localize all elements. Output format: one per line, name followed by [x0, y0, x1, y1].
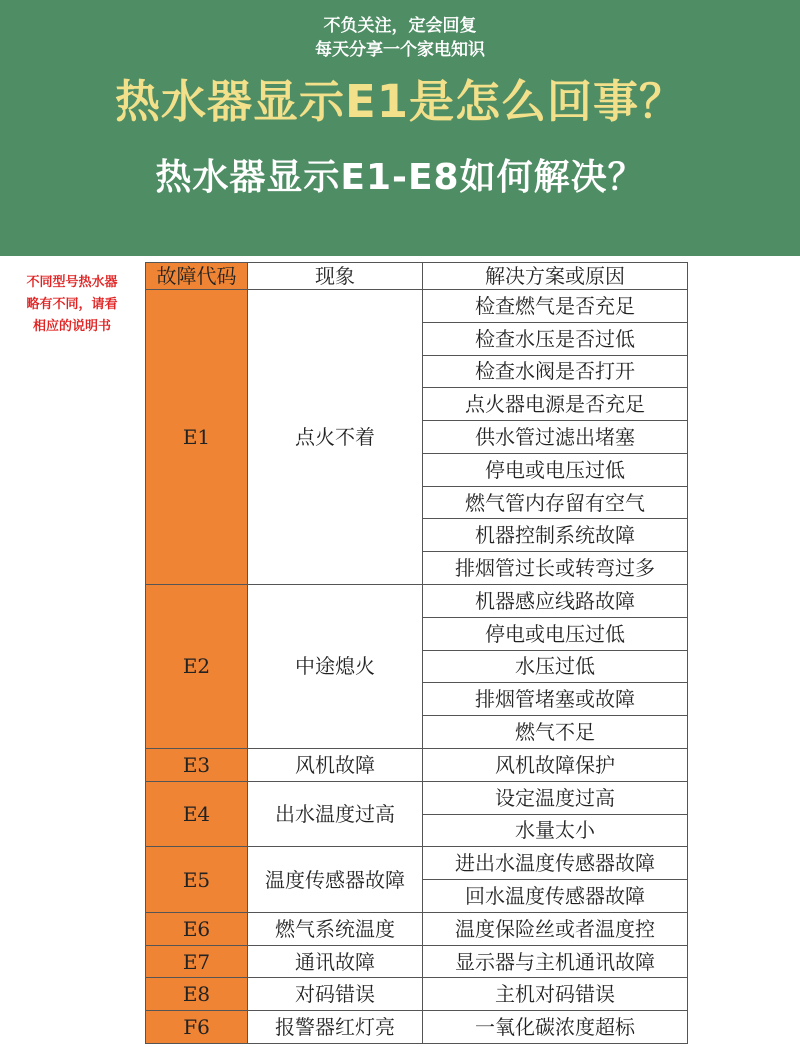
- solution-cell: 一氧化碳浓度超标: [423, 1011, 688, 1044]
- solution-cell: 点火器电源是否充足: [423, 388, 688, 421]
- fault-code-cell: E8: [146, 978, 248, 1011]
- table-row: [146, 290, 688, 323]
- solution-cell: 机器感应线路故障: [423, 585, 688, 618]
- solution-cell: 供水管过滤出堵塞: [423, 421, 688, 454]
- symptom-cell: 报警器红灯亮: [248, 1011, 423, 1044]
- fault-code-cell: E3: [146, 748, 248, 781]
- solution-cell: 检查水阀是否打开: [423, 355, 688, 388]
- header-banner: [0, 0, 800, 256]
- table-row: [146, 912, 688, 945]
- solution-cell: 排烟管过长或转弯过多: [423, 552, 688, 585]
- solution-cell: 检查燃气是否充足: [423, 290, 688, 323]
- symptom-cell: 点火不着: [248, 290, 423, 585]
- solution-cell: 检查水压是否过低: [423, 322, 688, 355]
- symptom-cell: 对码错误: [248, 978, 423, 1011]
- symptom-cell: 通讯故障: [248, 945, 423, 978]
- tagline-daily-tip: 每天分享一个家电知识: [315, 40, 485, 60]
- header-fault-code: 故障代码: [146, 263, 248, 290]
- solution-cell: 显示器与主机通讯故障: [423, 945, 688, 978]
- fault-code-cell: E4: [146, 781, 248, 847]
- solution-cell: 排烟管堵塞或故障: [423, 683, 688, 716]
- symptom-cell: 温度传感器故障: [248, 847, 423, 913]
- solution-cell: 停电或电压过低: [423, 453, 688, 486]
- fault-code-cell: F6: [146, 1011, 248, 1044]
- solution-cell: 风机故障保护: [423, 748, 688, 781]
- table-row: [146, 585, 688, 618]
- fault-code-cell: E5: [146, 847, 248, 913]
- symptom-cell: 中途熄火: [248, 585, 423, 749]
- tagline-follow: 不负关注，定会回复: [323, 16, 477, 36]
- fault-code-cell: E2: [146, 585, 248, 749]
- fault-code-cell: E6: [146, 912, 248, 945]
- solution-cell: 水压过低: [423, 650, 688, 683]
- fault-code-table: [145, 262, 688, 1044]
- solution-cell: 设定温度过高: [423, 781, 688, 814]
- page-subtitle: 热水器显示E1-E8如何解决？: [155, 157, 645, 198]
- table-row: [146, 945, 688, 978]
- table-header-row: [146, 263, 688, 290]
- table-row: [146, 1011, 688, 1044]
- table-row: [146, 847, 688, 880]
- solution-cell: 进出水温度传感器故障: [423, 847, 688, 880]
- table-row: [146, 781, 688, 814]
- solution-cell: 回水温度传感器故障: [423, 880, 688, 913]
- model-note: [8, 272, 136, 338]
- fault-table-body: [146, 290, 688, 1044]
- symptom-cell: 燃气系统温度: [248, 912, 423, 945]
- solution-cell: 水量太小: [423, 814, 688, 847]
- solution-cell: 燃气管内存留有空气: [423, 486, 688, 519]
- symptom-cell: 风机故障: [248, 748, 423, 781]
- table-row: [146, 748, 688, 781]
- solution-cell: 温度保险丝或者温度控: [423, 912, 688, 945]
- page-title: 热水器显示E1是怎么回事？: [114, 75, 686, 128]
- solution-cell: 主机对码错误: [423, 978, 688, 1011]
- model-note-line: 略有不同，请看: [26, 297, 118, 312]
- model-note-line: 相应的说明书: [32, 319, 111, 334]
- table-row: [146, 978, 688, 1011]
- fault-code-cell: E7: [146, 945, 248, 978]
- header-symptom: 现象: [248, 263, 423, 290]
- model-note-line: 不同型号热水器: [26, 275, 118, 290]
- solution-cell: 机器控制系统故障: [423, 519, 688, 552]
- header-solution: 解决方案或原因: [423, 263, 688, 290]
- fault-code-cell: E1: [146, 290, 248, 585]
- solution-cell: 停电或电压过低: [423, 617, 688, 650]
- solution-cell: 燃气不足: [423, 716, 688, 749]
- symptom-cell: 出水温度过高: [248, 781, 423, 847]
